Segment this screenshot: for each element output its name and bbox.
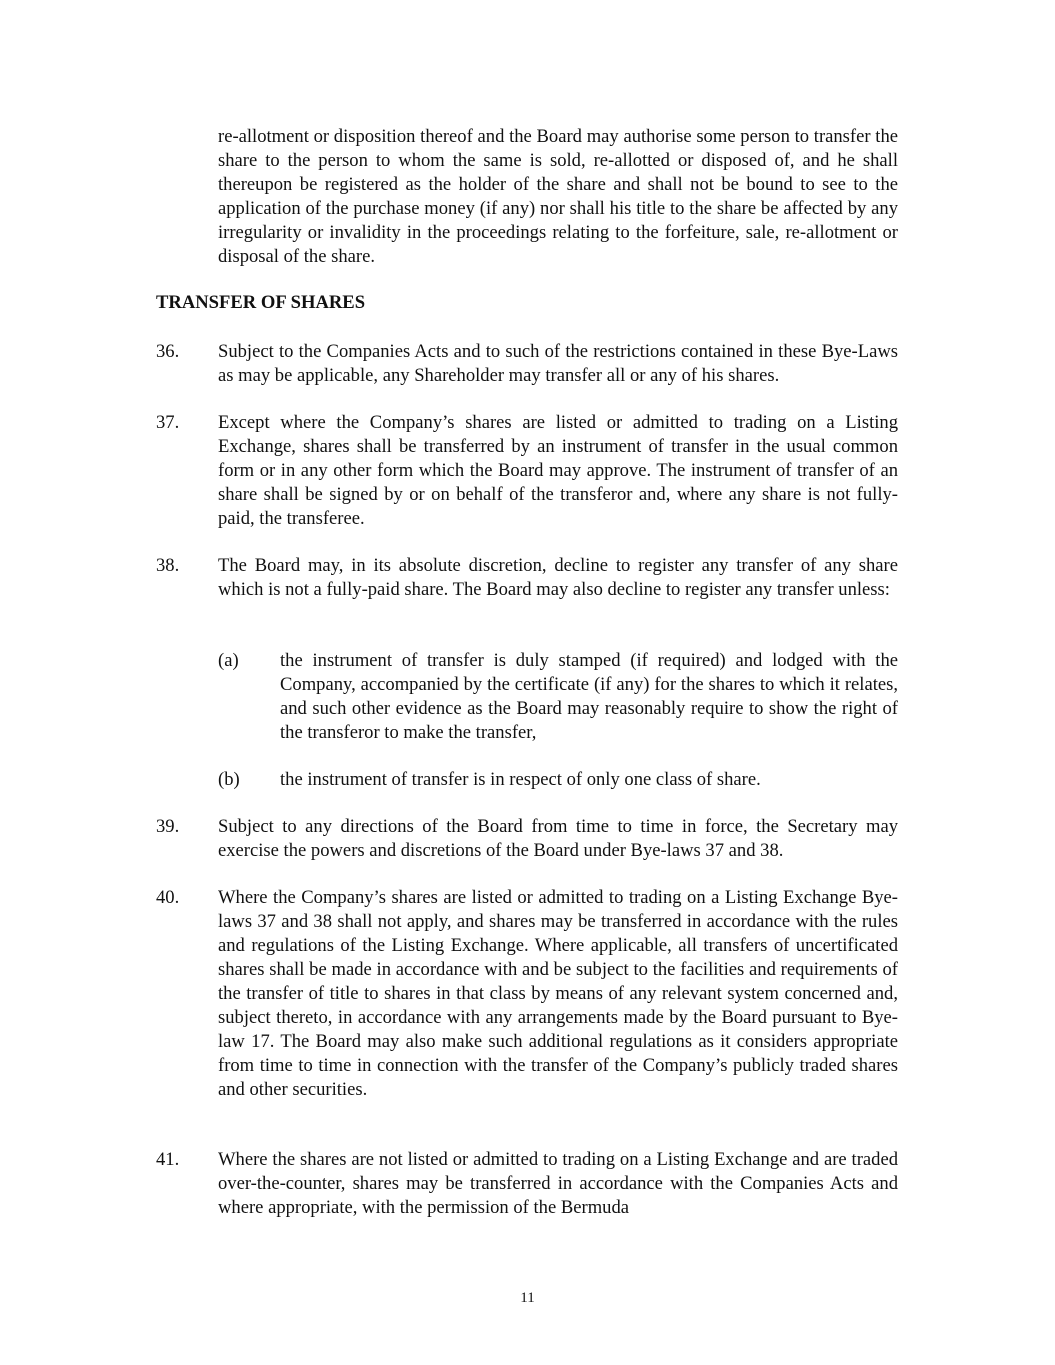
section-heading: TRANSFER OF SHARES bbox=[156, 292, 366, 313]
clause-number: 37. bbox=[156, 412, 180, 433]
intro-paragraph: re-allotment or disposition thereof and the Board may authorise some person to transfer the share to the person to whom the same is sold, re-allotted or disposed of, and he shall thereupon be registered as the holder of the share and shall not be bound to see to the application of the purchase money (if any) nor shall his title to the share be affected by any irregularity or invalidity in the proceedings relating to the forfeiture, sale, re-allotment or disposal of the share. bbox=[218, 126, 898, 267]
page-number: 11 bbox=[520, 1290, 535, 1306]
clause-text: Where the Company’s shares are listed or admitted to trading on a Listing Exchange Bye-laws 37 and 38 shall not apply, and shares may be transferred in accordance with the rules and regulations of the Listing Exchange. Where applicable, all transfers of uncertificated shares shall be made in accordance with and be subject to the facilities and requirements of the transfer of title to shares in that class by means of any relevant system concerned and, subject thereto, in accordance with any arrangements made by the Board pursuant to Bye-law 17. The Board may also make such additional regulations as it considers appropriate from time to time in connection with the transfer of the Company’s publicly traded shares and other securities. bbox=[218, 887, 898, 1100]
clause-number: 36. bbox=[156, 341, 180, 362]
subclause-label: (a) bbox=[218, 650, 239, 671]
clause-39 bbox=[156, 815, 898, 863]
clause-36 bbox=[156, 340, 898, 388]
clause-38 bbox=[156, 554, 898, 602]
subclause-label: (b) bbox=[218, 769, 240, 790]
clause-text: Except where the Company’s shares are listed or admitted to trading on a Listing Exchange, shares shall be transferred by an instrument of transfer in the usual common form or in any other form which the Board may approve. The instrument of transfer of an share shall be signed by or on behalf of the transferor and, where any share is not fully-paid, the transferee. bbox=[218, 412, 898, 529]
clause-number: 41. bbox=[156, 1149, 180, 1170]
clause-text: Subject to any directions of the Board from time to time in force, the Secretary may exercise the powers and discretions of the Board under Bye-laws 37 and 38. bbox=[218, 816, 898, 861]
subclause-38b bbox=[218, 768, 898, 792]
clause-text: Where the shares are not listed or admitted to trading on a Listing Exchange and are traded over-the-counter, shares may be transferred in accordance with the Companies Acts and where appropriate, with the permission of the Bermuda bbox=[218, 1149, 898, 1218]
clause-text: The Board may, in its absolute discretion, decline to register any transfer of any share which is not a fully-paid share. The Board may also decline to register any transfer unless: bbox=[218, 555, 898, 600]
clause-40 bbox=[156, 886, 898, 1102]
clause-text: Subject to the Companies Acts and to such of the restrictions contained in these Bye-Laws as may be applicable, any Shareholder may transfer all or any of his shares. bbox=[218, 341, 898, 386]
clause-number: 40. bbox=[156, 887, 180, 908]
subclause-text: the instrument of transfer is in respect of only one class of share. bbox=[280, 769, 761, 790]
clause-41 bbox=[156, 1148, 898, 1220]
clause-37 bbox=[156, 411, 898, 531]
subclause-38a bbox=[218, 649, 898, 745]
clause-number: 39. bbox=[156, 816, 180, 837]
clause-number: 38. bbox=[156, 555, 180, 576]
subclause-text: the instrument of transfer is duly stamped (if required) and lodged with the Company, accompanied by the certificate (if any) for the shares to which it relates, and such other evidence as the Board may reasonably require to show the right of the transferor to make the transfer, bbox=[280, 650, 898, 743]
